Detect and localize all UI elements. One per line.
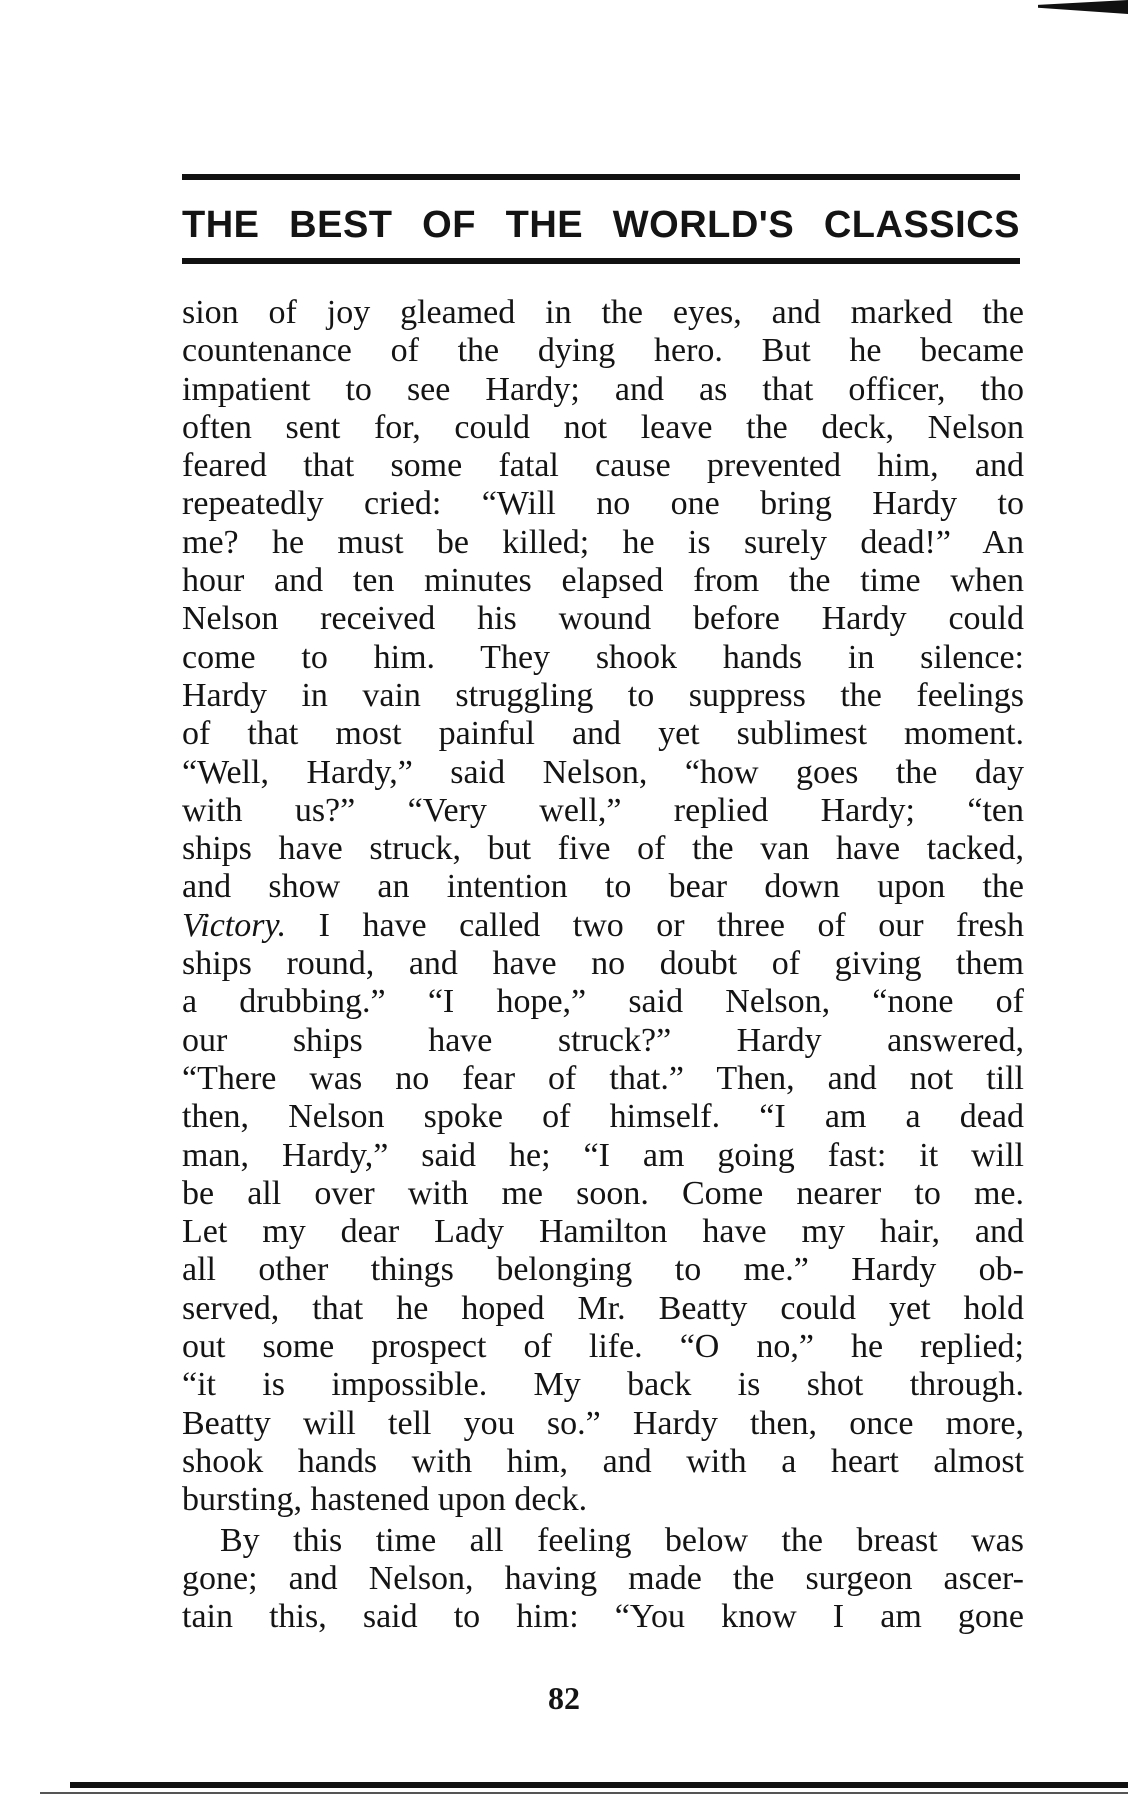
text-line: Hardy in vain struggling to suppress the feelings [182, 676, 1024, 714]
footer-rule [70, 1782, 1128, 1788]
text-line: repeatedly cried: “Will no one bring Hardy to [182, 485, 1024, 523]
text-line: often sent for, could not leave the deck, Nelson [182, 408, 1024, 446]
text-line: be all over with me soon. Come nearer to me. [182, 1174, 1024, 1212]
footer-rule-thin [40, 1792, 1128, 1794]
running-head: THE BEST OF THE WORLD'S CLASSICS [182, 204, 1020, 246]
text-line: ships round, and have no doubt of giving them [182, 945, 1024, 983]
text-line: of that most painful and yet sublimest moment. [182, 715, 1024, 753]
header-rule-top [182, 174, 1020, 180]
text-line-rest: I have called two or three of our fresh [318, 906, 1025, 944]
ship-name-italic: Victory. [182, 906, 287, 944]
text-line-with-italic [182, 907, 1024, 945]
text-line: and show an intention to bear down upon the [182, 868, 1024, 906]
body-text [182, 294, 1024, 1636]
text-line: hour and ten minutes elapsed from the time when [182, 562, 1024, 600]
page-number: 82 [548, 1680, 580, 1716]
text-line: “There was no fear of that.” Then, and not till [182, 1059, 1024, 1097]
text-line: shook hands with him, and with a heart almost [182, 1442, 1024, 1480]
text-line: out some prospect of life. “O no,” he replied; [182, 1328, 1024, 1366]
text-line: “it is impossible. My back is shot through. [182, 1366, 1024, 1404]
text-line: come to him. They shook hands in silence: [182, 638, 1024, 676]
text-line: feared that some fatal cause prevented him, and [182, 447, 1024, 485]
text-line: impatient to see Hardy; and as that officer, tho [182, 370, 1024, 408]
header-rule-bottom [182, 258, 1020, 264]
paragraph-last-line: bursting, hastened upon deck. [182, 1481, 588, 1519]
text-line: all other things belonging to me.” Hardy ob- [182, 1251, 1024, 1289]
text-line: then, Nelson spoke of himself. “I am a dead [182, 1098, 1024, 1136]
text-line: Nelson received his wound before Hardy could [182, 600, 1024, 638]
text-line: ships have struck, but five of the van have tacked, [182, 830, 1024, 868]
text-line: our ships have struck?” Hardy answered, [182, 1021, 1024, 1059]
paragraph-first-line: By this time all feeling below the breast was [220, 1521, 1024, 1559]
text-line: Beatty will tell you so.” Hardy then, once more, [182, 1404, 1024, 1442]
text-line: sion of joy gleamed in the eyes, and marked the [182, 294, 1024, 331]
text-line: gone; and Nelson, having made the surgeon ascer- [182, 1559, 1024, 1597]
corner-print-mark [1038, 0, 1128, 14]
text-line: Let my dear Lady Hamilton have my hair, and [182, 1213, 1024, 1251]
text-line: me? he must be killed; he is surely dead!” An [182, 523, 1024, 561]
text-line: man, Hardy,” said he; “I am going fast: it will [182, 1136, 1024, 1174]
text-line: tain this, said to him: “You know I am gone [182, 1598, 1024, 1636]
text-line: a drubbing.” “I hope,” said Nelson, “none of [182, 983, 1024, 1021]
text-line: countenance of the dying hero. But he became [182, 332, 1024, 370]
text-line: served, that he hoped Mr. Beatty could yet hold [182, 1289, 1024, 1327]
text-line: “Well, Hardy,” said Nelson, “how goes the day [182, 753, 1024, 791]
text-line: with us?” “Very well,” replied Hardy; “ten [182, 791, 1024, 829]
